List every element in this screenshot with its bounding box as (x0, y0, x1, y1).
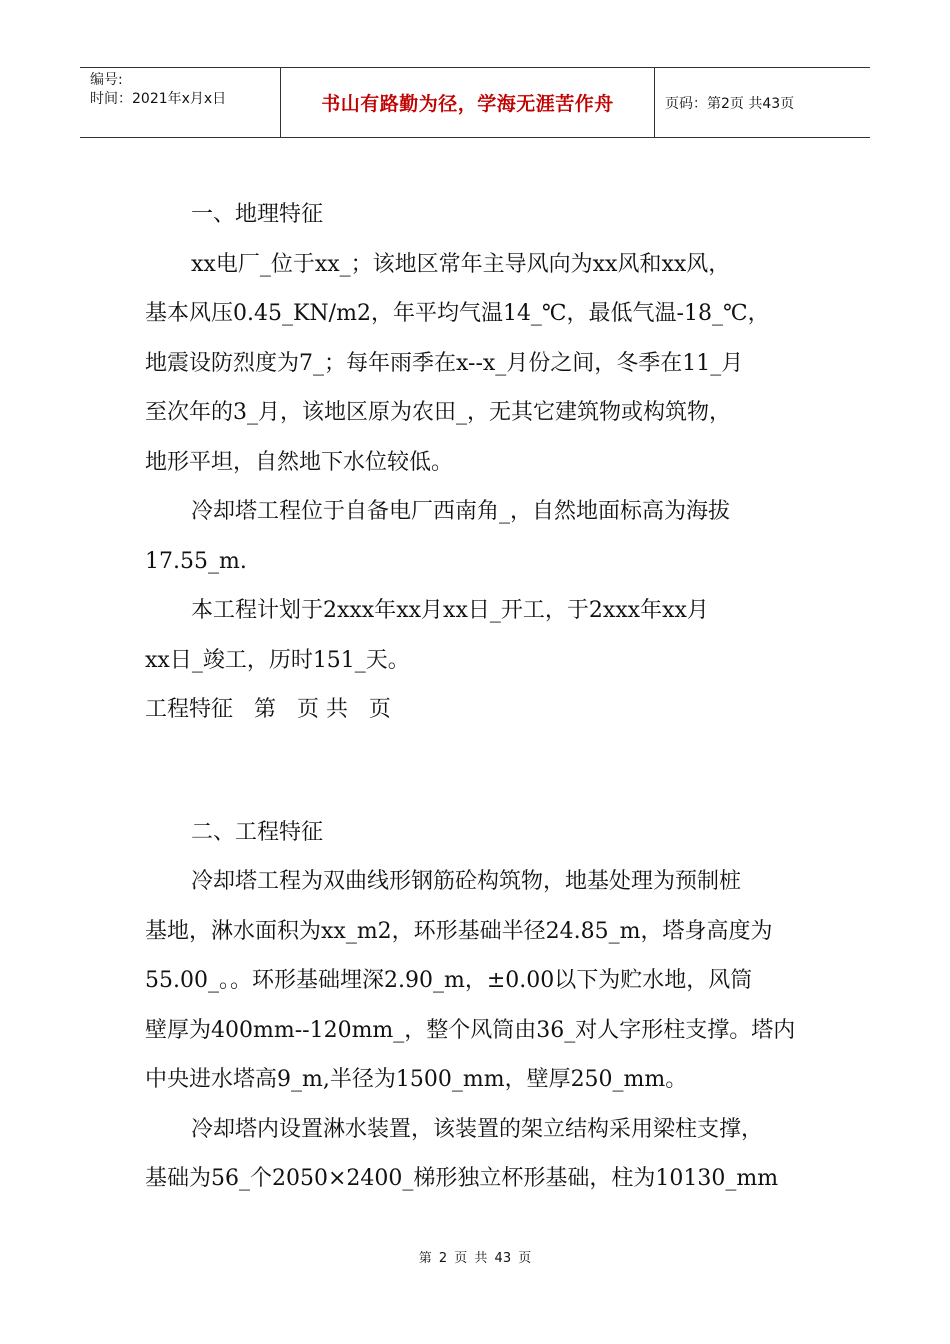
header-left-cell (80, 68, 281, 137)
body-line: 冷却塔工程为双曲线形钢筋砼构筑物，地基处理为预制桩 (191, 869, 742, 894)
header-motto: 书山有路勤为径，学海无涯苦作舟 (281, 68, 655, 137)
body-line: 17.55_m. (145, 548, 247, 574)
body-line: xx日_竣工，历时151_天。 (145, 647, 410, 673)
spacer (145, 735, 810, 808)
section-heading: 二、工程特征 (191, 819, 324, 845)
body-line: 地形平坦，自然地下水位较低。 (145, 449, 454, 475)
page-header (80, 67, 870, 138)
body-line: 基础为56_个2050×2400_梯形独立杯形基础，柱为10130_mm (145, 1166, 779, 1191)
body-line: 壁厚为400mm--120mm_，整个风筒由36_对人字形柱支撑。塔内 (145, 1017, 796, 1043)
time-label: 时间：2021年x月x日 (90, 91, 227, 107)
body-line: 至次年的3_月，该地区原为农田_，无其它建筑物或构筑物， (145, 400, 731, 425)
header-page-info: 页码：第2页 共43页 (665, 95, 795, 112)
body-line: 冷却塔内设置淋水装置，该装置的架立结构采用梁柱支撑， (191, 1116, 764, 1142)
body-line: 地震设防烈度为7_；每年雨季在x--x_月份之间，冬季在11_月 (145, 350, 744, 376)
section-heading: 一、地理特征 (191, 202, 324, 227)
body-line: 55.00_。。环形基础埋深2.90_m，±0.00以下为贮水地，风筒 (145, 968, 753, 993)
number-label: 编号: (90, 72, 123, 88)
body-line: 冷却塔工程位于自备电厂西南角_，自然地面标高为海拔 (191, 499, 731, 524)
document-body (145, 190, 810, 1204)
body-line: 中央进水塔高9_m,半径为1500_mm，壁厚250_mm。 (145, 1067, 688, 1092)
body-line: xx电厂_位于xx_；该地区常年主导风向为xx风和xx风， (191, 251, 731, 277)
body-line: 本工程计划于2xxx年xx月xx日_开工，于2xxx年xx月 (191, 598, 709, 623)
page-footer: 第 2 页 共 43 页 (418, 1251, 532, 1266)
body-line: 基地，淋水面积为xx_m2，环形基础半径24.85_m，塔身高度为 (145, 918, 773, 944)
section-footer-line: 工程特征 第 页 共 页 (145, 697, 391, 722)
body-line: 基本风压0.45_KN/m2，年平均气温14_℃，最低气温-18_℃， (145, 301, 770, 326)
